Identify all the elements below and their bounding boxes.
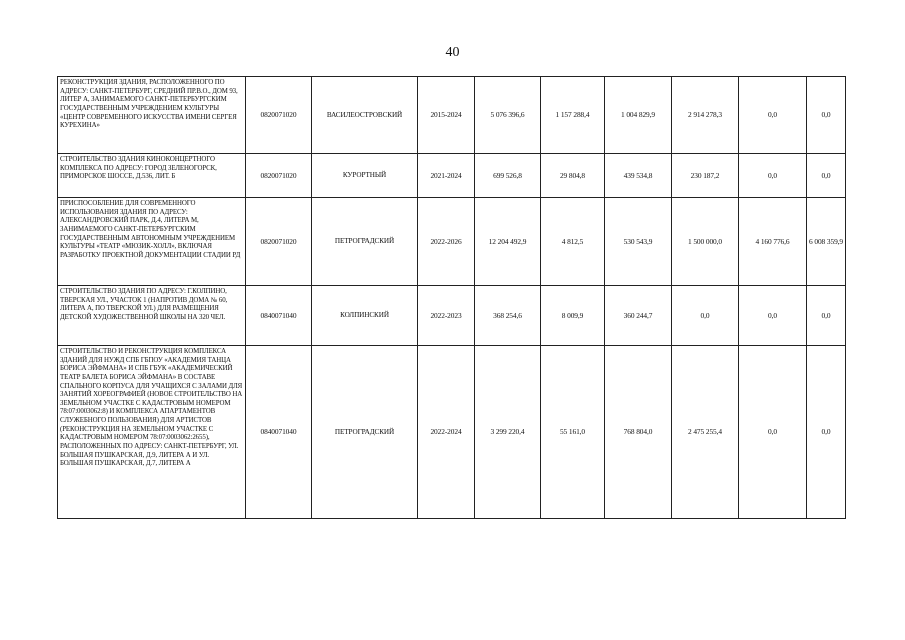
amount-year-2-cell: 2 475 255,4 bbox=[672, 346, 739, 519]
amount-year-3-cell: 0,0 bbox=[739, 77, 807, 154]
budget-code-cell: 0840071040 bbox=[246, 286, 312, 346]
financed-before-cell: 8 009,9 bbox=[541, 286, 605, 346]
budget-code-cell: 0820071020 bbox=[246, 77, 312, 154]
financed-before-cell: 4 812,5 bbox=[541, 198, 605, 286]
estimated-cost-cell: 12 204 492,9 bbox=[475, 198, 541, 286]
estimated-cost-cell: 368 254,6 bbox=[475, 286, 541, 346]
financed-before-cell: 55 161,0 bbox=[541, 346, 605, 519]
financed-before-cell: 29 804,8 bbox=[541, 154, 605, 198]
estimated-cost-cell: 699 526,8 bbox=[475, 154, 541, 198]
estimated-cost-cell: 5 076 396,6 bbox=[475, 77, 541, 154]
amount-year-4-cell: 0,0 bbox=[807, 346, 846, 519]
page-number: 40 bbox=[445, 45, 460, 60]
amount-year-2-cell: 1 500 000,0 bbox=[672, 198, 739, 286]
project-name-cell: СТРОИТЕЛЬСТВО ЗДАНИЯ КИНОКОНЦЕРТНОГО КОМПЛЕКСА ПО АДРЕСУ: ГОРОД ЗЕЛЕНОГОРСК, ПРИМОРСКОЕ ШОССЕ, Д.536, ЛИТ. Б bbox=[58, 154, 246, 198]
amount-year-3-cell: 0,0 bbox=[739, 154, 807, 198]
table-row bbox=[58, 286, 846, 346]
period-cell: 2022-2024 bbox=[418, 346, 475, 519]
project-name-cell: СТРОИТЕЛЬСТВО И РЕКОНСТРУКЦИЯ КОМПЛЕКСА ЗДАНИЙ ДЛЯ НУЖД СПБ ГБПОУ «АКАДЕМИЯ ТАНЦА БОРИСА ЭЙФМАНА» И СПБ ГБУК «АКАДЕМИЧЕСКИЙ ТЕАТР БАЛЕТА БОРИСА ЭЙФМАНА» В СОСТАВЕ СПАЛЬНОГО КОРПУСА ДЛЯ УЧАЩИХСЯ С ЗАЛАМИ ДЛЯ ЗАНЯТИЙ ХОРЕОГРАФИЕЙ (НОВОЕ СТРОИТЕЛЬСТВО НА ЗЕМЕЛЬНОМ УЧАСТКЕ С КАДАСТРОВЫМ НОМЕРОМ 78:07:0003062:8) И КОМПЛЕКСА АПАРТАМЕНТОВ СЛУЖЕБНОГО ПОЛЬЗОВАНИЯ) ДЛЯ АРТИСТОВ (РЕКОНСТРУКЦИЯ НА ЗЕМЕЛЬНОМ УЧАСТКЕ С КАДАСТРОВЫМ НОМЕРОМ 78:07:0003062:2655), РАСПОЛОЖЕННЫХ ПО АДРЕСУ: САНКТ-ПЕТЕРБУРГ, УЛ. БОЛЬШАЯ ПУШКАРСКАЯ, Д.9, ЛИТЕРА А И УЛ. БОЛЬШАЯ ПУШКАРСКАЯ, Д.7, ЛИТЕРА А bbox=[58, 346, 246, 519]
table-row bbox=[58, 198, 846, 286]
amount-year-4-cell: 0,0 bbox=[807, 77, 846, 154]
amount-year-1-cell: 1 004 829,9 bbox=[605, 77, 672, 154]
amount-year-1-cell: 439 534,8 bbox=[605, 154, 672, 198]
period-cell: 2022-2026 bbox=[418, 198, 475, 286]
financed-before-cell: 1 157 288,4 bbox=[541, 77, 605, 154]
amount-year-4-cell: 6 008 359,9 bbox=[807, 198, 846, 286]
project-name-cell: СТРОИТЕЛЬСТВО ЗДАНИЯ ПО АДРЕСУ: Г.КОЛПИНО, ТВЕРСКАЯ УЛ., УЧАСТОК 1 (НАПРОТИВ ДОМА № 60, ЛИТЕРА А, ПО ТВЕРСКОЙ УЛ.) ДЛЯ РАЗМЕЩЕНИЯ ДЕТСКОЙ ХУДОЖЕСТВЕННОЙ ШКОЛЫ НА 320 ЧЕЛ. bbox=[58, 286, 246, 346]
amount-year-4-cell: 0,0 bbox=[807, 286, 846, 346]
project-name-cell: ПРИСПОСОБЛЕНИЕ ДЛЯ СОВРЕМЕННОГО ИСПОЛЬЗОВАНИЯ ЗДАНИЯ ПО АДРЕСУ: АЛЕКСАНДРОВСКИЙ ПАРК, Д.4, ЛИТЕРА М, ЗАНИМАЕМОГО САНКТ-ПЕТЕРБУРГСКИМ ГОСУДАРСТВЕННЫМ АВТОНОМНЫМ УЧРЕЖДЕНИЕМ КУЛЬТУРЫ «ТЕАТР «МЮЗИК-ХОЛЛ», ВКЛЮЧАЯ РАЗРАБОТКУ ПРОЕКТНОЙ ДОКУМЕНТАЦИИ СТАДИИ РД bbox=[58, 198, 246, 286]
amount-year-3-cell: 0,0 bbox=[739, 286, 807, 346]
budget-code-cell: 0820071020 bbox=[246, 198, 312, 286]
amount-year-1-cell: 360 244,7 bbox=[605, 286, 672, 346]
period-cell: 2015-2024 bbox=[418, 77, 475, 154]
amount-year-4-cell: 0,0 bbox=[807, 154, 846, 198]
period-cell: 2021-2024 bbox=[418, 154, 475, 198]
project-name-cell: РЕКОНСТРУКЦИЯ ЗДАНИЯ, РАСПОЛОЖЕННОГО ПО АДРЕСУ: САНКТ-ПЕТЕРБУРГ, СРЕДНИЙ ПР.В.О., ДОМ 93, ЛИТЕР А, ЗАНИМАЕМОГО САНКТ-ПЕТЕРБУРГСКИМ ГОСУДАРСТВЕННЫМ УЧРЕЖДЕНИЕМ КУЛЬТУРЫ «ЦЕНТР СОВРЕМЕННОГО ИСКУССТВА ИМЕНИ СЕРГЕЯ КУРЕХИНА» bbox=[58, 77, 246, 154]
budget-code-cell: 0820071020 bbox=[246, 154, 312, 198]
district-cell: ПЕТРОГРАДСКИЙ bbox=[312, 198, 418, 286]
budget-code-cell: 0840071040 bbox=[246, 346, 312, 519]
amount-year-3-cell: 0,0 bbox=[739, 346, 807, 519]
period-cell: 2022-2023 bbox=[418, 286, 475, 346]
district-cell: ВАСИЛЕОСТРОВСКИЙ bbox=[312, 77, 418, 154]
table-row bbox=[58, 346, 846, 519]
amount-year-2-cell: 2 914 278,3 bbox=[672, 77, 739, 154]
district-cell: ПЕТРОГРАДСКИЙ bbox=[312, 346, 418, 519]
budget-table bbox=[57, 76, 846, 519]
district-cell: КУРОРТНЫЙ bbox=[312, 154, 418, 198]
amount-year-1-cell: 530 543,9 bbox=[605, 198, 672, 286]
amount-year-2-cell: 230 187,2 bbox=[672, 154, 739, 198]
estimated-cost-cell: 3 299 220,4 bbox=[475, 346, 541, 519]
district-cell: КОЛПИНСКИЙ bbox=[312, 286, 418, 346]
table-row bbox=[58, 77, 846, 154]
table-row bbox=[58, 154, 846, 198]
amount-year-2-cell: 0,0 bbox=[672, 286, 739, 346]
amount-year-3-cell: 4 160 776,6 bbox=[739, 198, 807, 286]
amount-year-1-cell: 768 804,0 bbox=[605, 346, 672, 519]
